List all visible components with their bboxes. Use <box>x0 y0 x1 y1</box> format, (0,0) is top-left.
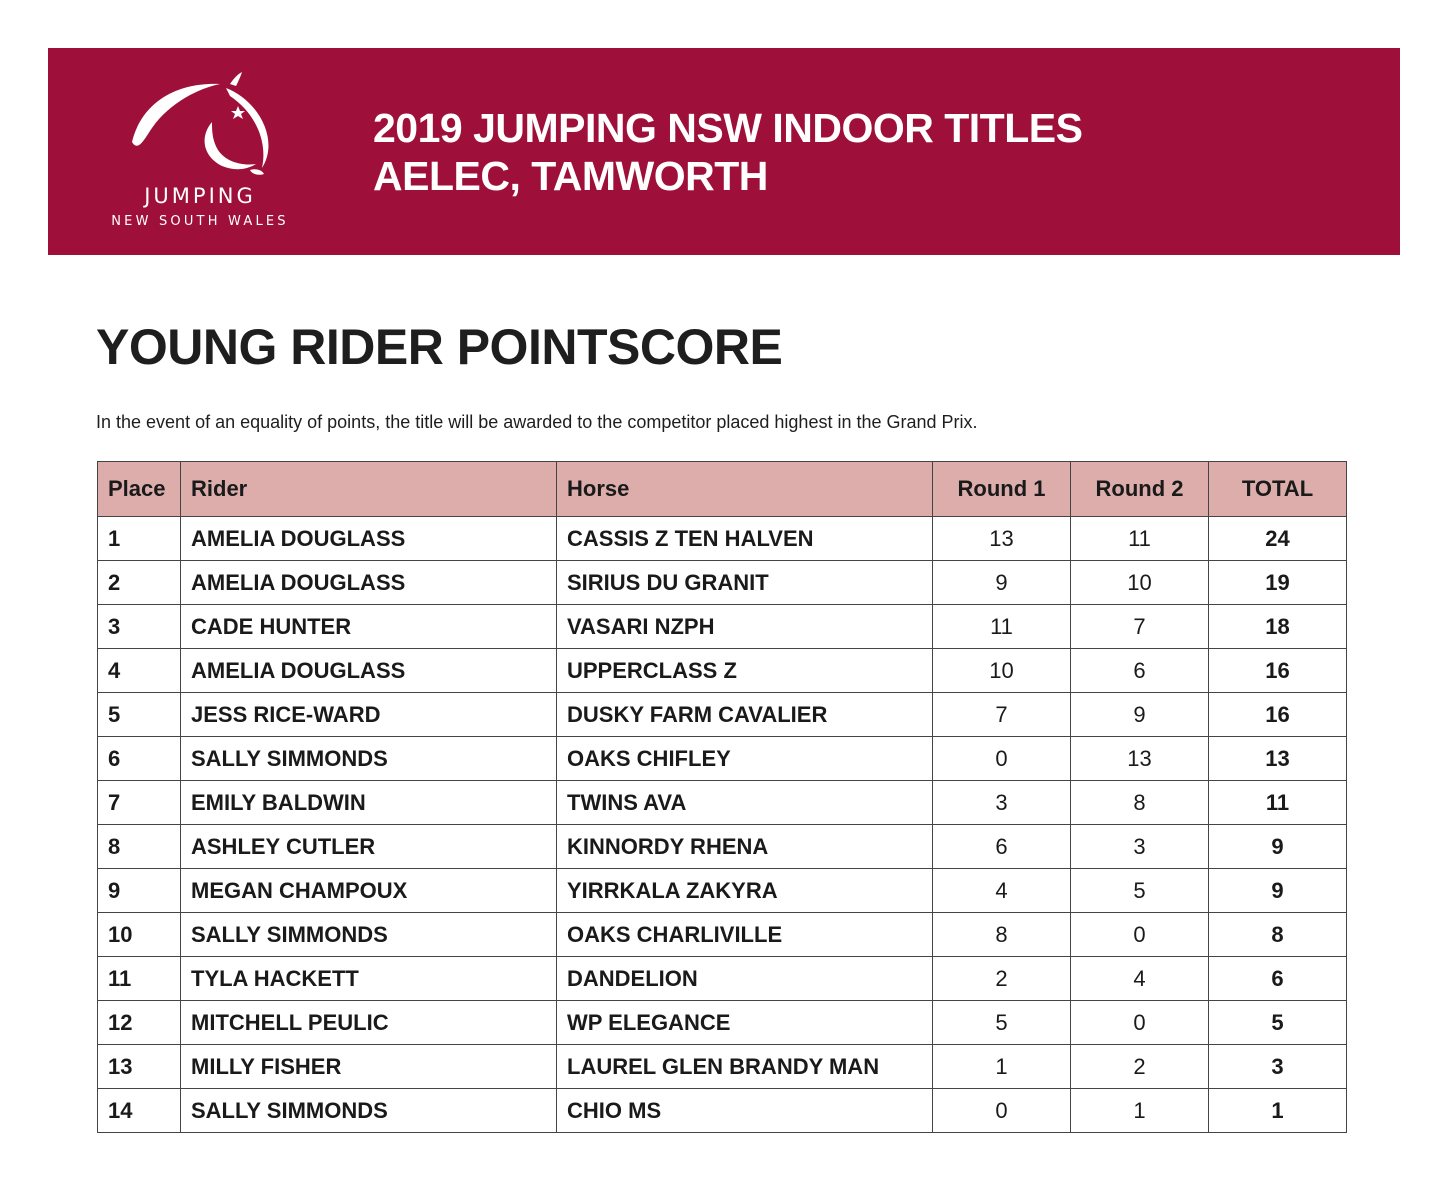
cell-round-1: 3 <box>933 781 1071 825</box>
cell-total: 13 <box>1209 737 1347 781</box>
cell-round-2: 10 <box>1071 561 1209 605</box>
cell-place: 1 <box>98 517 181 561</box>
table-row <box>98 913 1347 957</box>
cell-horse: CHIO MS <box>557 1089 933 1133</box>
cell-round-2: 9 <box>1071 693 1209 737</box>
column-header-rider: Rider <box>181 462 557 517</box>
cell-place: 5 <box>98 693 181 737</box>
tiebreak-note: In the event of an equality of points, the title will be awarded to the competitor placed highest in the Grand Prix. <box>96 412 978 432</box>
table-row <box>98 957 1347 1001</box>
cell-round-1: 0 <box>933 1089 1071 1133</box>
cell-round-2: 5 <box>1071 869 1209 913</box>
cell-place: 8 <box>98 825 181 869</box>
cell-round-2: 0 <box>1071 913 1209 957</box>
event-title-line2: AELEC, TAMWORTH <box>373 153 768 199</box>
cell-total: 9 <box>1209 869 1347 913</box>
cell-round-2: 2 <box>1071 1045 1209 1089</box>
cell-round-1: 5 <box>933 1001 1071 1045</box>
cell-horse: LAUREL GLEN BRANDY MAN <box>557 1045 933 1089</box>
cell-horse: VASARI NZPH <box>557 605 933 649</box>
cell-round-2: 13 <box>1071 737 1209 781</box>
column-header-total: TOTAL <box>1209 462 1347 517</box>
cell-round-1: 8 <box>933 913 1071 957</box>
cell-place: 12 <box>98 1001 181 1045</box>
event-title <box>373 104 1082 200</box>
table-row <box>98 869 1347 913</box>
table-row <box>98 1089 1347 1133</box>
cell-total: 5 <box>1209 1001 1347 1045</box>
cell-place: 6 <box>98 737 181 781</box>
cell-round-1: 2 <box>933 957 1071 1001</box>
cell-horse: DUSKY FARM CAVALIER <box>557 693 933 737</box>
page-title: YOUNG RIDER POINTSCORE <box>96 319 783 375</box>
cell-round-1: 0 <box>933 737 1071 781</box>
cell-round-2: 3 <box>1071 825 1209 869</box>
cell-round-1: 1 <box>933 1045 1071 1089</box>
cell-round-1: 7 <box>933 693 1071 737</box>
cell-rider: CADE HUNTER <box>181 605 557 649</box>
cell-place: 7 <box>98 781 181 825</box>
cell-horse: OAKS CHIFLEY <box>557 737 933 781</box>
cell-round-1: 10 <box>933 649 1071 693</box>
cell-horse: WP ELEGANCE <box>557 1001 933 1045</box>
cell-place: 11 <box>98 957 181 1001</box>
cell-round-1: 4 <box>933 869 1071 913</box>
table-row <box>98 737 1347 781</box>
cell-place: 4 <box>98 649 181 693</box>
table-row <box>98 781 1347 825</box>
cell-horse: DANDELION <box>557 957 933 1001</box>
cell-total: 6 <box>1209 957 1347 1001</box>
cell-horse: SIRIUS DU GRANIT <box>557 561 933 605</box>
cell-place: 9 <box>98 869 181 913</box>
cell-horse: KINNORDY RHENA <box>557 825 933 869</box>
cell-horse: YIRRKALA ZAKYRA <box>557 869 933 913</box>
cell-horse: UPPERCLASS Z <box>557 649 933 693</box>
cell-round-1: 9 <box>933 561 1071 605</box>
cell-rider: TYLA HACKETT <box>181 957 557 1001</box>
cell-rider: SALLY SIMMONDS <box>181 737 557 781</box>
cell-total: 3 <box>1209 1045 1347 1089</box>
cell-rider: ASHLEY CUTLER <box>181 825 557 869</box>
table-row <box>98 693 1347 737</box>
logo-subtitle: NEW SOUTH WALES <box>111 214 289 229</box>
cell-place: 13 <box>98 1045 181 1089</box>
cell-total: 9 <box>1209 825 1347 869</box>
cell-total: 11 <box>1209 781 1347 825</box>
results-body <box>98 517 1347 1133</box>
cell-rider: MEGAN CHAMPOUX <box>181 869 557 913</box>
table-row <box>98 825 1347 869</box>
cell-rider: MILLY FISHER <box>181 1045 557 1089</box>
cell-place: 10 <box>98 913 181 957</box>
event-title-line1: 2019 JUMPING NSW INDOOR TITLES <box>373 105 1083 151</box>
cell-rider: EMILY BALDWIN <box>181 781 557 825</box>
cell-place: 3 <box>98 605 181 649</box>
cell-horse: OAKS CHARLIVILLE <box>557 913 933 957</box>
logo-wordmark: JUMPING <box>144 184 256 208</box>
cell-horse: TWINS AVA <box>557 781 933 825</box>
cell-rider: AMELIA DOUGLASS <box>181 561 557 605</box>
table-row <box>98 605 1347 649</box>
cell-round-2: 1 <box>1071 1089 1209 1133</box>
table-row <box>98 517 1347 561</box>
cell-total: 8 <box>1209 913 1347 957</box>
jumping-nsw-logo <box>100 70 300 235</box>
cell-round-2: 4 <box>1071 957 1209 1001</box>
column-header-place: Place <box>98 462 181 517</box>
cell-round-2: 11 <box>1071 517 1209 561</box>
cell-rider: AMELIA DOUGLASS <box>181 649 557 693</box>
cell-round-1: 6 <box>933 825 1071 869</box>
cell-rider: SALLY SIMMONDS <box>181 1089 557 1133</box>
table-row <box>98 561 1347 605</box>
table-row <box>98 1045 1347 1089</box>
table-row <box>98 649 1347 693</box>
cell-rider: SALLY SIMMONDS <box>181 913 557 957</box>
cell-rider: MITCHELL PEULIC <box>181 1001 557 1045</box>
cell-total: 24 <box>1209 517 1347 561</box>
cell-round-2: 8 <box>1071 781 1209 825</box>
cell-round-2: 0 <box>1071 1001 1209 1045</box>
table-row <box>98 1001 1347 1045</box>
cell-total: 16 <box>1209 649 1347 693</box>
cell-place: 2 <box>98 561 181 605</box>
cell-round-2: 6 <box>1071 649 1209 693</box>
cell-round-1: 11 <box>933 605 1071 649</box>
cell-total: 1 <box>1209 1089 1347 1133</box>
cell-total: 16 <box>1209 693 1347 737</box>
column-header-horse: Horse <box>557 462 933 517</box>
cell-rider: AMELIA DOUGLASS <box>181 517 557 561</box>
table-header-row <box>98 462 1347 517</box>
column-header-round-2: Round 2 <box>1071 462 1209 517</box>
cell-round-2: 7 <box>1071 605 1209 649</box>
cell-round-1: 13 <box>933 517 1071 561</box>
cell-rider: JESS RICE-WARD <box>181 693 557 737</box>
cell-total: 18 <box>1209 605 1347 649</box>
results-table <box>97 461 1347 1133</box>
cell-place: 14 <box>98 1089 181 1133</box>
cell-total: 19 <box>1209 561 1347 605</box>
column-header-round-1: Round 1 <box>933 462 1071 517</box>
cell-horse: CASSIS Z TEN HALVEN <box>557 517 933 561</box>
horse-head-logo-icon <box>130 70 280 180</box>
